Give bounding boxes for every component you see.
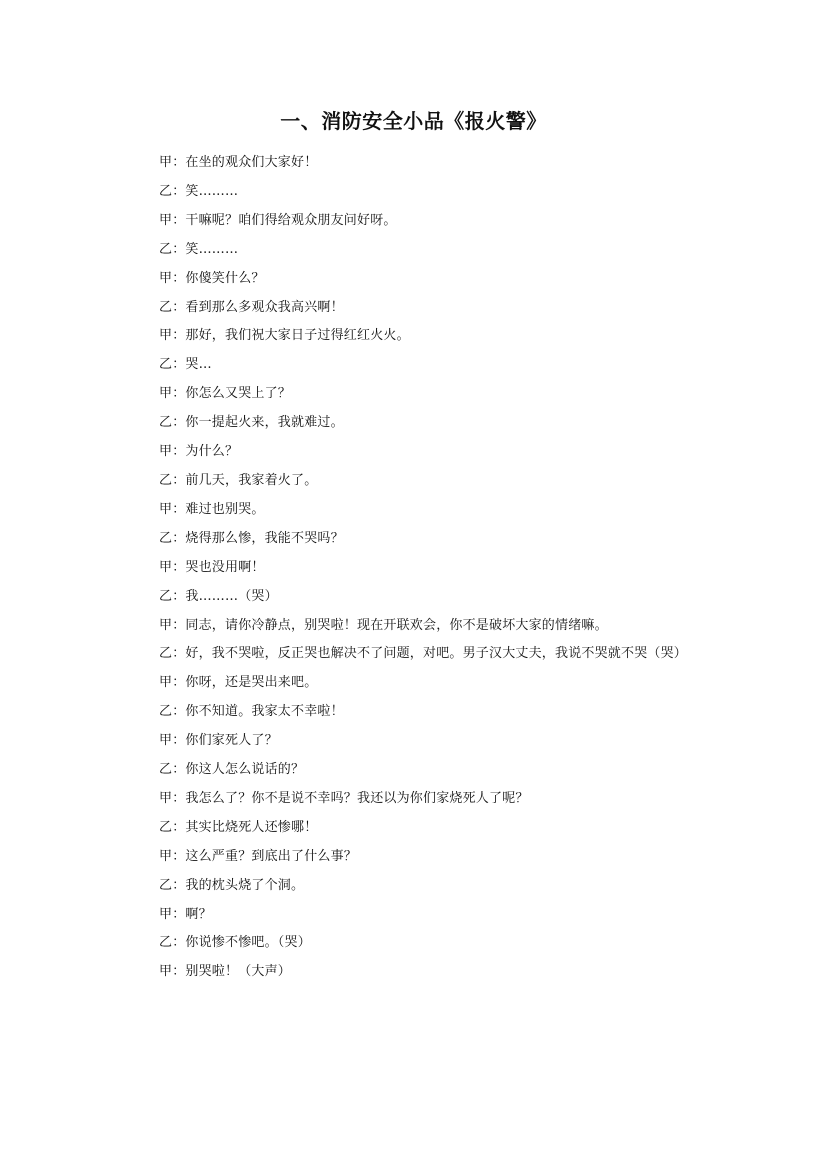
dialogue-line: 甲：别哭啦！（大声）	[159, 964, 292, 980]
dialogue-line: 甲：哭也没用啊！	[159, 559, 265, 575]
dialogue-line: 甲：你呀，还是哭出来吧。	[159, 675, 318, 691]
dialogue-line: 乙：你不知道。我家太不幸啦！	[159, 704, 344, 720]
dialogue-line: 乙：你一提起火来，我就难过。	[159, 415, 344, 431]
dialogue-line: 甲：你傻笑什么？	[159, 270, 265, 286]
dialogue-line: 甲：你们家死人了？	[159, 733, 278, 749]
dialogue-line: 甲：啊？	[159, 906, 212, 922]
dialogue-line: 甲：我怎么了？你不是说不幸吗？我还以为你们家烧死人了呢？	[159, 790, 529, 806]
dialogue-line: 甲：同志，请你冷静点，别哭啦！现在开联欢会，你不是破坏大家的情绪嘛。	[159, 617, 608, 633]
document-title: 一、消防安全小品《报火警》	[280, 109, 547, 133]
dialogue-line: 乙：笑………	[159, 241, 239, 257]
dialogue-line: 乙：我………（哭）	[159, 588, 278, 604]
dialogue-line: 甲：那好，我们祝大家日子过得红红火火。	[159, 328, 410, 344]
dialogue-line: 乙：烧得那么惨，我能不哭吗？	[159, 530, 344, 546]
dialogue-line: 乙：你说惨不惨吧。（哭）	[159, 935, 311, 951]
dialogue-line: 乙：其实比烧死人还惨哪！	[159, 819, 318, 835]
dialogue-line: 乙：前几天，我家着火了。	[159, 472, 318, 488]
dialogue-line: 乙：你这人怎么说话的？	[159, 762, 305, 778]
dialogue-line: 甲：干嘛呢？咱们得给观众朋友问好呀。	[159, 212, 397, 228]
dialogue-body	[118, 149, 718, 987]
dialogue-line: 甲：这么严重？到底出了什么事？	[159, 848, 358, 864]
dialogue-line: 乙：笑………	[159, 183, 239, 199]
dialogue-line: 乙：好，我不哭啦，反正哭也解决不了问题，对吧。男子汉大丈夫，我说不哭就不哭（哭）	[159, 646, 688, 662]
dialogue-line: 乙：哭…	[159, 357, 212, 373]
dialogue-line: 甲：难过也别哭。	[159, 501, 265, 517]
dialogue-line: 甲：为什么？	[159, 444, 239, 460]
dialogue-line: 甲：在坐的观众们大家好！	[159, 155, 318, 170]
dialogue-line: 乙：看到那么多观众我高兴啊！	[159, 299, 344, 315]
dialogue-line: 乙：我的枕头烧了个洞。	[159, 877, 305, 893]
dialogue-line: 甲：你怎么又哭上了？	[159, 386, 292, 402]
